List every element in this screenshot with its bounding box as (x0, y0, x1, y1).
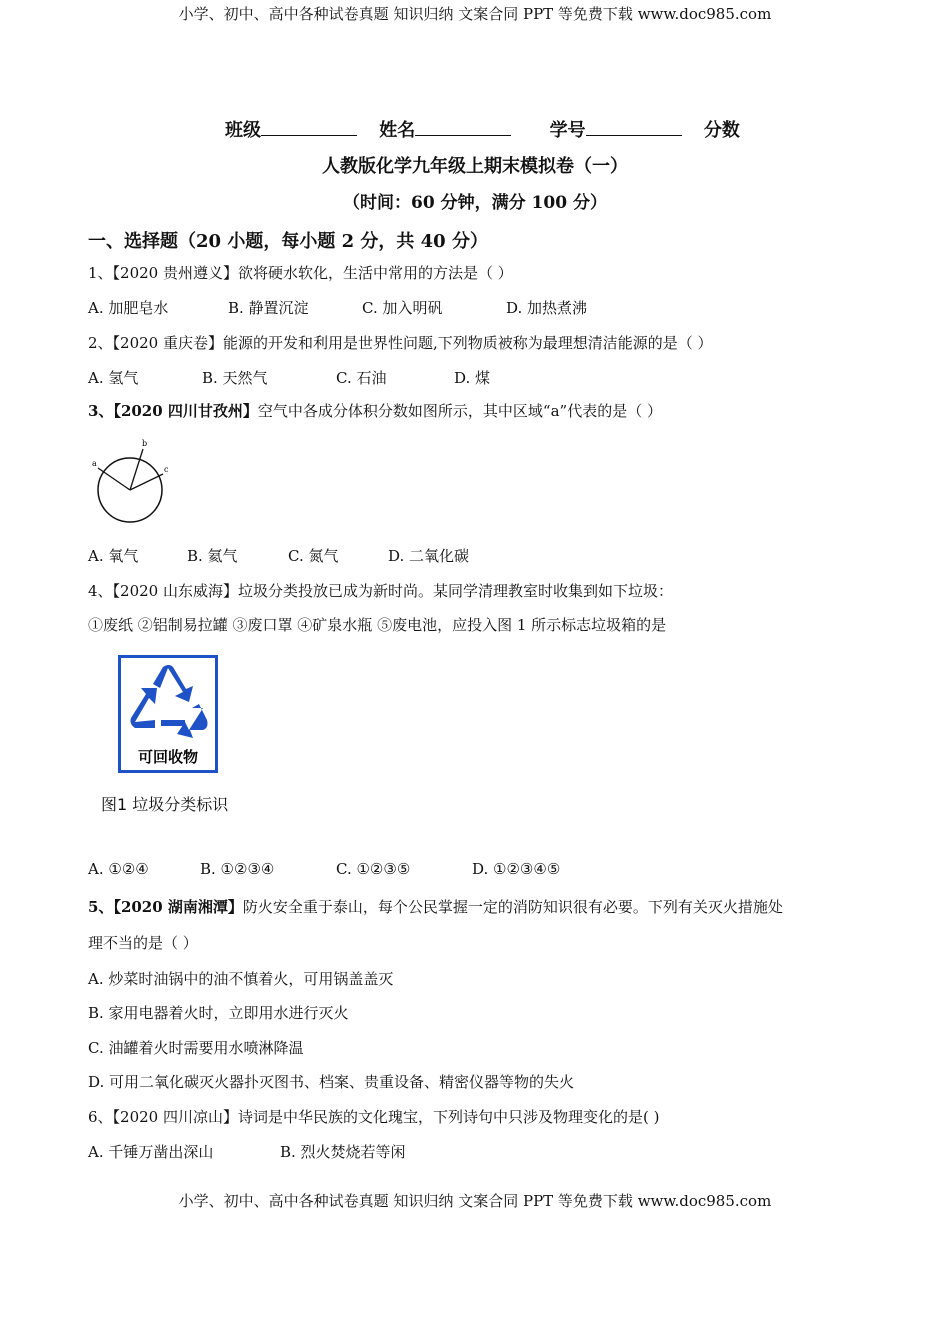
question-4-options (88, 860, 560, 878)
question-text: 空气中各成分体积分数如图所示，其中区域“a”代表的是（ ） (257, 402, 662, 420)
question-3 (88, 400, 662, 421)
question-number: 5、 (88, 898, 114, 916)
question-number: 6、 (88, 1108, 113, 1126)
exam-title: 人教版化学九年级上期末模拟卷（一） (322, 156, 628, 177)
page-header: 小学、初中、高中各种试卷真题 知识归纳 文案合同 PPT 等免费下载 www.doc985.com (178, 5, 772, 23)
option-b: B. 天然气 (202, 369, 268, 387)
question-number: 3、 (88, 402, 114, 420)
option-b: B. 氦气 (187, 547, 238, 565)
question-text: 诗词是中华民族的文化瑰宝，下列诗句中只涉及物理变化的是( ) (238, 1108, 660, 1126)
option-c: C. 氮气 (288, 547, 339, 565)
question-text: 能源的开发和利用是世界性问题,下列物质被称为最理想清洁能源的是（ ） (223, 334, 713, 352)
question-1-options (88, 297, 587, 318)
pie-line-a (98, 468, 130, 490)
figure-caption: 图1 垃圾分类标识 (101, 795, 229, 814)
question-6-options (88, 1141, 406, 1162)
option-d: D. 二氧化碳 (388, 547, 470, 565)
option-a: A. ①②④ (88, 860, 149, 878)
recyclable-logo (118, 655, 218, 773)
pie-line-b (130, 449, 143, 490)
pie-label-c: c (164, 465, 169, 474)
question-text: 垃圾分类投放已成为新时尚。某同学清理教室时收集到如下垃圾： (238, 582, 674, 600)
question-5 (88, 896, 783, 917)
exam-subtitle: （时间：60 分钟，满分 100 分） (343, 193, 607, 213)
score-label: 分数 (703, 120, 740, 141)
name-label: 姓名 (379, 120, 416, 141)
option-a: A. 氧气 (88, 547, 139, 565)
option-c: C. 油罐着火时需要用水喷淋降温 (88, 1039, 304, 1057)
question-4 (88, 580, 673, 601)
class-blank[interactable] (261, 117, 357, 136)
question-number: 2、 (88, 334, 113, 352)
student-info-fields (225, 116, 740, 142)
question-2-options (88, 367, 490, 388)
question-6 (88, 1106, 659, 1127)
question-4-line2: ①废纸 ②铝制易拉罐 ③废口罩 ④矿泉水瓶 ⑤废电池，应投入图 1 所示标志垃圾箱的是 (88, 616, 667, 634)
question-number: 4、 (88, 582, 113, 600)
option-c: C. 石油 (336, 369, 387, 387)
id-label: 学号 (549, 120, 586, 141)
recyclable-label: 可回收物 (137, 748, 198, 766)
question-5-line2: 理不当的是（ ） (88, 934, 198, 952)
pie-label-a: a (92, 459, 97, 468)
question-number: 1、 (88, 264, 113, 282)
question-source-tag: 【2020 湖南湘潭】 (113, 898, 243, 916)
question-source-tag: 【2020 山东威海】 (112, 582, 238, 600)
option-a: A. 氢气 (88, 369, 139, 387)
name-blank[interactable] (415, 117, 511, 136)
question-source-tag: 【2020 四川凉山】 (112, 1108, 238, 1126)
option-b: B. 家用电器着火时，立即用水进行灭火 (88, 1004, 349, 1022)
question-source-tag: 【2020 贵州遵义】 (112, 264, 238, 282)
option-a: A. 炒菜时油锅中的油不慎着火，可用锅盖盖灭 (88, 970, 394, 988)
section-heading: 一、选择题（20 小题，每小题 2 分，共 40 分） (88, 231, 488, 252)
option-b: B. ①②③④ (200, 860, 275, 878)
question-2 (88, 332, 713, 353)
option-b: B. 烈火焚烧若等闲 (280, 1143, 406, 1161)
option-d: D. 煤 (454, 369, 491, 387)
pie-label-b: b (142, 439, 148, 448)
question-text: 防火安全重于泰山，每个公民掌握一定的消防知识很有必要。下列有关灭火措施处 (242, 898, 783, 916)
option-c: C. ①②③⑤ (336, 860, 411, 878)
question-text: 欲将硬水软化，生活中常用的方法是（ ） (238, 264, 513, 282)
option-a: A. 千锤万凿出深山 (88, 1143, 214, 1161)
question-1 (88, 262, 513, 283)
class-label: 班级 (225, 120, 261, 141)
page-footer: 小学、初中、高中各种试卷真题 知识归纳 文案合同 PPT 等免费下载 www.doc985.com (178, 1192, 772, 1210)
id-blank[interactable] (586, 117, 682, 136)
option-c: C. 加入明矾 (362, 299, 443, 317)
option-d: D. 可用二氧化碳灭火器扑灭图书、档案、贵重设备、精密仪器等物的失火 (88, 1073, 575, 1091)
air-composition-pie-diagram (88, 438, 180, 526)
question-source-tag: 【2020 四川甘孜州】 (113, 402, 258, 420)
question-source-tag: 【2020 重庆卷】 (112, 334, 223, 352)
recycle-icon (127, 664, 209, 740)
option-d: D. 加热煮沸 (506, 299, 588, 317)
option-d: D. ①②③④⑤ (472, 860, 561, 878)
question-3-options (88, 545, 469, 566)
option-a: A. 加肥皂水 (88, 299, 169, 317)
option-b: B. 静置沉淀 (228, 299, 309, 317)
